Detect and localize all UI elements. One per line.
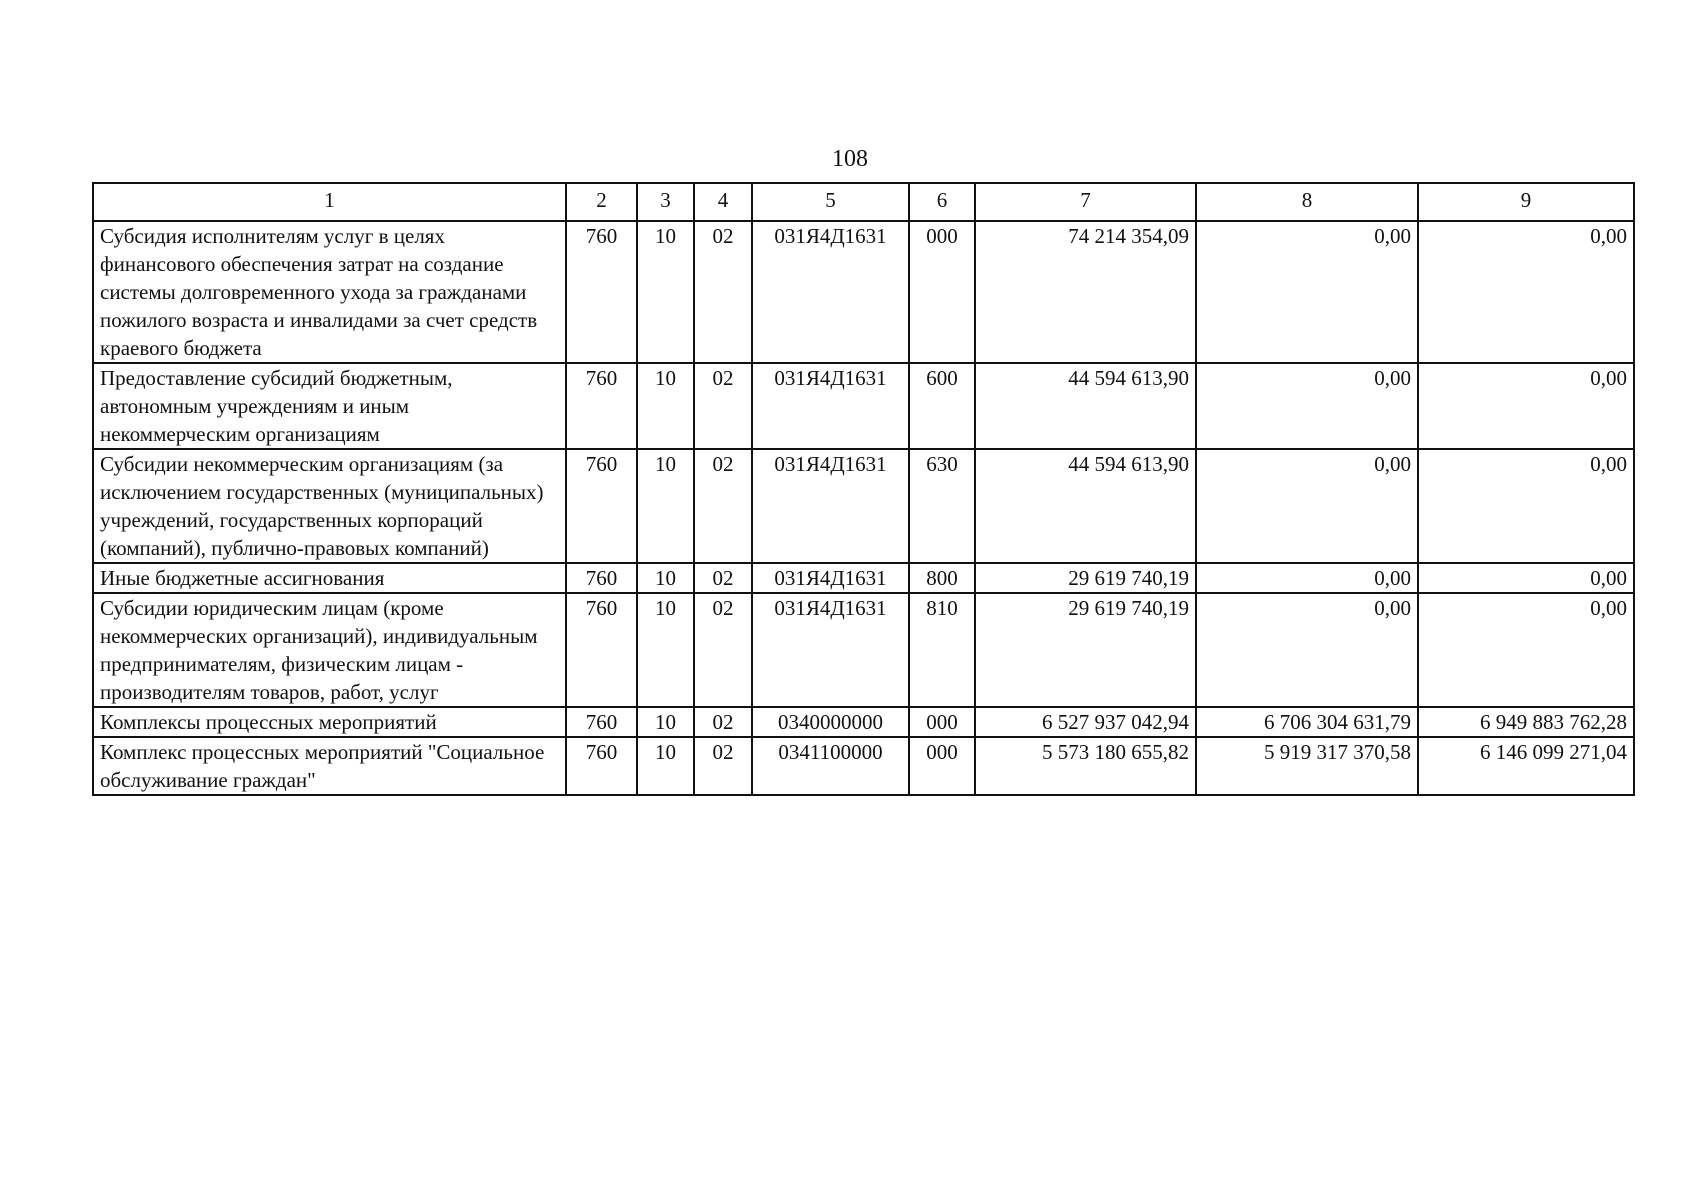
column-header: 9 — [1418, 183, 1634, 221]
code-pr: 02 — [694, 563, 752, 593]
code-rz: 10 — [637, 707, 694, 737]
row-name: Иные бюджетные ассигнования — [93, 563, 566, 593]
sum-col-7: 6 527 937 042,94 — [975, 707, 1196, 737]
code-gr: 760 — [566, 449, 637, 563]
sum-col-8: 6 706 304 631,79 — [1196, 707, 1418, 737]
column-header: 6 — [909, 183, 975, 221]
code-vr: 000 — [909, 737, 975, 795]
code-vr: 000 — [909, 707, 975, 737]
code-pr: 02 — [694, 221, 752, 363]
row-name: Субсидия исполнителям услуг в целях финансового обеспечения затрат на создание системы долговременного ухода за гражданами пожилого возраста и инвалидами за счет средств краевого бюджета — [93, 221, 566, 363]
column-header: 8 — [1196, 183, 1418, 221]
code-rz: 10 — [637, 593, 694, 707]
table-row — [93, 363, 1634, 449]
column-header: 1 — [93, 183, 566, 221]
code-csr: 0341100000 — [752, 737, 909, 795]
code-csr: 031Я4Д1631 — [752, 449, 909, 563]
sum-col-9: 0,00 — [1418, 363, 1634, 449]
code-gr: 760 — [566, 363, 637, 449]
sum-col-8: 0,00 — [1196, 593, 1418, 707]
column-header: 4 — [694, 183, 752, 221]
table-body — [93, 221, 1634, 795]
code-rz: 10 — [637, 363, 694, 449]
table-header — [93, 183, 1634, 221]
sum-col-7: 5 573 180 655,82 — [975, 737, 1196, 795]
sum-col-9: 0,00 — [1418, 563, 1634, 593]
code-vr: 000 — [909, 221, 975, 363]
code-vr: 600 — [909, 363, 975, 449]
code-csr: 031Я4Д1631 — [752, 221, 909, 363]
code-vr: 800 — [909, 563, 975, 593]
code-pr: 02 — [694, 363, 752, 449]
header-row — [93, 183, 1634, 221]
code-pr: 02 — [694, 707, 752, 737]
code-gr: 760 — [566, 563, 637, 593]
table-row — [93, 737, 1634, 795]
row-name: Комплексы процессных мероприятий — [93, 707, 566, 737]
sum-col-8: 0,00 — [1196, 449, 1418, 563]
code-rz: 10 — [637, 563, 694, 593]
sum-col-8: 0,00 — [1196, 363, 1418, 449]
budget-table — [92, 182, 1635, 796]
code-rz: 10 — [637, 221, 694, 363]
sum-col-9: 0,00 — [1418, 593, 1634, 707]
sum-col-9: 0,00 — [1418, 449, 1634, 563]
sum-col-8: 5 919 317 370,58 — [1196, 737, 1418, 795]
table-row — [93, 593, 1634, 707]
sum-col-7: 74 214 354,09 — [975, 221, 1196, 363]
row-name: Предоставление субсидий бюджетным, автономным учреждениям и иным некоммерческим организациям — [93, 363, 566, 449]
code-csr: 031Я4Д1631 — [752, 563, 909, 593]
table-row — [93, 563, 1634, 593]
code-gr: 760 — [566, 593, 637, 707]
table-row — [93, 221, 1634, 363]
column-header: 7 — [975, 183, 1196, 221]
row-name: Комплекс процессных мероприятий "Социальное обслуживание граждан" — [93, 737, 566, 795]
sum-col-7: 44 594 613,90 — [975, 363, 1196, 449]
page-number: 108 — [832, 146, 868, 172]
sum-col-8: 0,00 — [1196, 563, 1418, 593]
sum-col-7: 29 619 740,19 — [975, 593, 1196, 707]
sum-col-8: 0,00 — [1196, 221, 1418, 363]
code-rz: 10 — [637, 737, 694, 795]
table-row — [93, 449, 1634, 563]
sum-col-7: 44 594 613,90 — [975, 449, 1196, 563]
code-pr: 02 — [694, 449, 752, 563]
column-header: 3 — [637, 183, 694, 221]
code-vr: 810 — [909, 593, 975, 707]
sum-col-9: 6 146 099 271,04 — [1418, 737, 1634, 795]
code-csr: 031Я4Д1631 — [752, 593, 909, 707]
table-row — [93, 707, 1634, 737]
code-vr: 630 — [909, 449, 975, 563]
row-name: Субсидии юридическим лицам (кроме некоммерческих организаций), индивидуальным предпринимателям, физическим лицам - производителям товаров, работ, услуг — [93, 593, 566, 707]
sum-col-9: 6 949 883 762,28 — [1418, 707, 1634, 737]
sum-col-9: 0,00 — [1418, 221, 1634, 363]
code-csr: 031Я4Д1631 — [752, 363, 909, 449]
row-name: Субсидии некоммерческим организациям (за исключением государственных (муниципальных) учреждений, государственных корпораций (компаний), публично-правовых компаний) — [93, 449, 566, 563]
code-gr: 760 — [566, 221, 637, 363]
column-header: 2 — [566, 183, 637, 221]
code-csr: 0340000000 — [752, 707, 909, 737]
column-header: 5 — [752, 183, 909, 221]
code-gr: 760 — [566, 707, 637, 737]
code-gr: 760 — [566, 737, 637, 795]
code-pr: 02 — [694, 593, 752, 707]
code-pr: 02 — [694, 737, 752, 795]
code-rz: 10 — [637, 449, 694, 563]
sum-col-7: 29 619 740,19 — [975, 563, 1196, 593]
